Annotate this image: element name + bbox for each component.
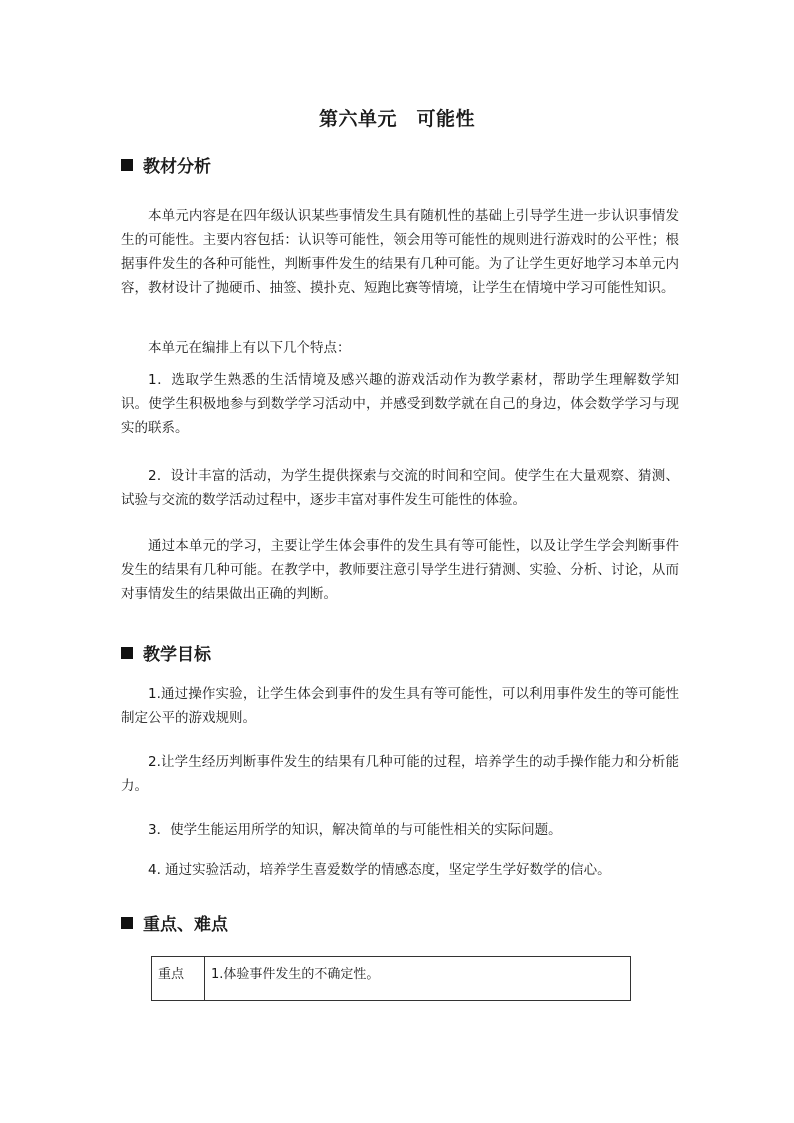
section-heading-text: 重点、难点 (143, 915, 228, 935)
goals-paragraph-4: 4. 通过实验活动，培养学生喜爱数学的情感态度，坚定学生学好数学的信心。 (148, 862, 611, 878)
table-cell-content: 1.体验事件发生的不确定性。 (205, 957, 631, 1001)
section-heading-analysis (121, 152, 211, 177)
square-bullet-icon (121, 647, 133, 659)
analysis-paragraph-3: 1．选取学生熟悉的生活情境及感兴趣的游戏活动作为教学素材，帮助学生理解数学知识。使学生积极地参与到数学学习活动中，并感受到数学就在自己的身边，体会数学学习与现实的联系。 (121, 372, 679, 436)
section-heading-text: 教材分析 (143, 157, 211, 177)
square-bullet-icon (121, 159, 133, 171)
analysis-paragraph-2: 本单元在编排上有以下几个特点： (148, 340, 351, 356)
goals-paragraph-1: 1.通过操作实验，让学生体会到事件的发生具有等可能性，可以利用事件发生的等可能性制定公平的游戏规则。 (121, 686, 679, 726)
goals-paragraph-3: 3．使学生能运用所学的知识，解决简单的与可能性相关的实际问题。 (148, 822, 562, 838)
analysis-paragraph-4: 2．设计丰富的活动，为学生提供探索与交流的时间和空间。使学生在大量观察、猜测、试验与交流的数学活动过程中，逐步丰富对事件发生可能性的体验。 (121, 468, 679, 508)
analysis-paragraph-5: 通过本单元的学习，主要让学生体会事件的发生具有等可能性，以及让学生学会判断事件发生的结果有几种可能。在教学中，教师要注意引导学生进行猜测、实验、分析、讨论，从而对事情发生的结果做出正确的判断。 (121, 538, 679, 602)
square-bullet-icon (121, 917, 133, 929)
section-heading-goals (121, 640, 211, 665)
section-heading-text: 教学目标 (143, 645, 211, 665)
section-heading-keypoints (121, 910, 228, 935)
analysis-paragraph-1: 本单元内容是在四年级认识某些事情发生具有随机性的基础上引导学生进一步认识事情发生的可能性。主要内容包括：认识等可能性，领会用等可能性的规则进行游戏时的公平性；根据事件发生的各种可能性，判断事件发生的结果有几种可能。为了让学生更好地学习本单元内容，教材设计了抛硬币、抽签、摸扑克、短跑比赛等情境，让学生在情境中学习可能性知识。 (121, 208, 679, 296)
table-row (152, 957, 631, 1001)
page-title: 第六单元 可能性 (318, 108, 475, 130)
goals-paragraph-2: 2.让学生经历判断事件发生的结果有几种可能的过程，培养学生的动手操作能力和分析能力。 (121, 754, 679, 794)
keypoints-table (151, 956, 631, 1001)
table-cell-label: 重点 (152, 957, 205, 1001)
